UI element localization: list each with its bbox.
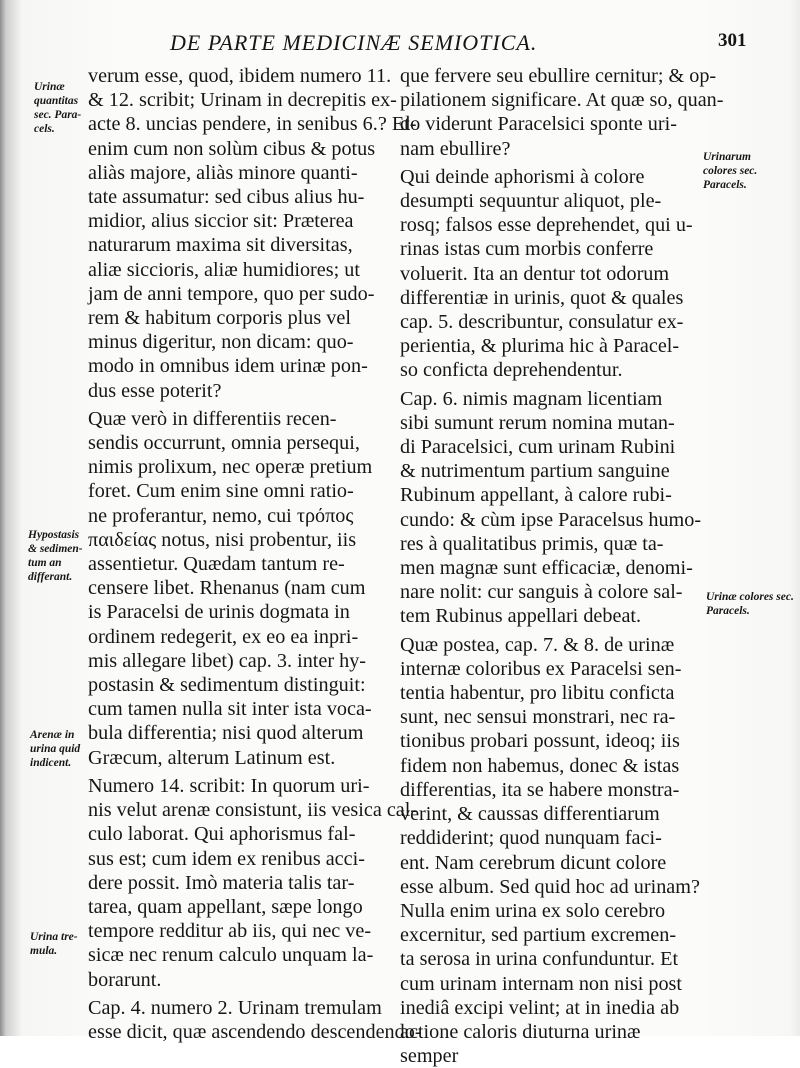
text-line: cum tamen nulla sit inter ista voca-: [88, 698, 372, 721]
text-line: modo in omnibus idem urinæ pon-: [88, 355, 368, 378]
text-line: reddiderint; quod nunquam faci-: [400, 827, 662, 850]
text-line: Quæ verò in differentiis recen-: [88, 407, 337, 430]
text-line: tionibus probari possunt, ideoq; iis: [400, 730, 680, 753]
text-line: verum esse, quod, ibidem numero 11.: [88, 65, 392, 87]
text-line: internæ coloribus ex Paracelsi sen-: [400, 657, 682, 680]
text-line: tate assumatur: sed cibus alius hu-: [88, 186, 365, 209]
text-line: ordinem redegerit, ex eo ea inpri-: [88, 625, 359, 648]
text-line: differentias, ita se habere monstra-: [400, 778, 680, 801]
text-line: borarunt.: [88, 968, 162, 991]
text-line: esse dicit, quæ ascendendo descendendo-: [88, 1020, 422, 1043]
text-line: pilationem significare. At quæ so, quan-: [400, 89, 724, 112]
text-line: dere possit. Imò materia talis tar-: [88, 871, 355, 894]
text-line: minus digeritur, non dicam: quo-: [88, 331, 354, 354]
text-line: di Paracelsici, cum urinam Rubini: [400, 436, 676, 459]
text-line: midior, alius siccior sit: Præterea: [88, 210, 354, 233]
text-line: rinas istas cum morbis conferre: [400, 238, 654, 261]
text-line: ent. Nam cerebrum dicunt colore: [400, 851, 667, 874]
text-line: culo laborat. Qui aphorismus fal-: [88, 823, 356, 846]
text-line: perientia, & plurima hic à Paracel-: [400, 335, 680, 358]
text-line: naturarum maxima sit diversitas,: [88, 234, 353, 257]
right-text-column: [400, 64, 724, 1068]
margin-note-urine-colors: Urinarum colores sec. Paracels.: [703, 151, 758, 191]
text-line: so conficta deprehendentur.: [400, 359, 623, 382]
text-line: voluerit. Ita an dentur tot odorum: [400, 262, 670, 285]
margin-note-sand-in-urine: Arenæ in urina quid indicent.: [30, 729, 81, 769]
text-line: assentietur. Quædam tantum re-: [88, 553, 345, 576]
margin-note-trembling-urine: Urina tre- mula.: [30, 931, 78, 957]
text-line: Qui deinde aphorismi à colore: [400, 165, 645, 188]
text-line: Numero 14. scribit: In quorum uri-: [88, 774, 370, 797]
text-line: Rubinum appellant, à calore rubi-: [400, 484, 672, 507]
text-line: tempore redditur ab iis, qui nec ve-: [88, 920, 372, 943]
text-line: desumpti sequuntur aliquot, ple-: [400, 190, 662, 213]
text-line: rosq; falsos esse deprehendet, qui u-: [400, 214, 693, 237]
text-line: verint, & caussas differentiarum: [400, 803, 660, 826]
text-line: Græcum, alterum Latinum est.: [88, 746, 336, 769]
text-line: Nulla enim urina ex solo cerebro: [400, 899, 666, 922]
text-line: esse album. Sed quid hoc ad urinam?: [400, 875, 700, 898]
running-header: DE PARTE MEDICINÆ SEMIOTICA.: [170, 30, 538, 55]
text-line: jam de anni tempore, quo per sudo-: [88, 282, 375, 305]
text-line: sus est; cum idem ex renibus acci-: [88, 847, 365, 870]
page-number: 301: [718, 30, 747, 51]
text-line: Cap. 6. nimis magnam licentiam: [400, 387, 663, 410]
text-line: mis allegare libet) cap. 3. inter hy-: [88, 649, 367, 672]
text-line: foret. Cum enim sine omni ratio-: [88, 480, 354, 503]
text-line: res à qualitatibus primis, quæ ta-: [400, 532, 664, 555]
margin-note-hypostasis: Hypostasis & sedimen- tum an differant.: [28, 529, 83, 583]
text-line: men magnæ sunt efficaciæ, denomi-: [400, 557, 693, 580]
text-line: cum urinam internam non nisi post: [400, 972, 683, 995]
text-line: fidem non habemus, donec & istas: [400, 754, 680, 777]
text-line: differentiæ in urinis, quot & quales: [400, 286, 684, 309]
text-line: cundo: & cùm ipse Paracelsus humo-: [400, 508, 702, 531]
text-line: bula differentia; nisi quod alterum: [88, 722, 364, 745]
text-line: nimis prolixum, nec operæ pretium: [88, 456, 373, 479]
text-line: sunt, nec sensui monstrari, nec ra-: [400, 706, 676, 729]
text-line: postasin & sedimentum distinguit:: [88, 674, 366, 697]
text-line: παιδείας notus, nisi probentur, iis: [88, 528, 357, 551]
text-line: aliæ siccioris, aliæ humidiores; ut: [88, 258, 360, 281]
margin-note-urine-quantity: Urinæ quantitas sec. Para- cels.: [34, 81, 82, 135]
text-line: nam ebullire?: [400, 137, 511, 160]
margin-note-urine-colors-parts: Urinæ colores sec. Paracels.: [706, 591, 794, 617]
text-line: aliàs majore, aliàs minore quanti-: [88, 161, 358, 184]
text-line: que fervere seu ebullire cernitur; & op-: [400, 65, 717, 87]
text-line: sicæ nec renum calculo unquam la-: [88, 944, 374, 967]
text-line: nare nolit: cur sanguis à colore sal-: [400, 581, 683, 604]
text-line: dus esse poterit?: [88, 379, 222, 402]
text-line: acte 8. uncias pendere, in senibus 6.? Et-: [88, 113, 417, 136]
text-line: tentia habentur, pro libitu conficta: [400, 682, 675, 705]
text-line: semper: [400, 1045, 459, 1068]
text-line: inediâ excipi velint; at in inedia ab: [400, 996, 680, 1019]
text-line: ne proferantur, nemo, cui τρόπος: [88, 504, 354, 527]
text-line: enim cum non solùm cibus & potus: [88, 137, 376, 160]
text-line: excernitur, sed partium excremen-: [400, 924, 677, 947]
text-line: Quæ postea, cap. 7. & 8. de urinæ: [400, 633, 675, 656]
text-line: & 12. scribit; Urinam in decrepitis ex-: [88, 89, 397, 112]
text-line: do viderunt Paracelsici sponte uri-: [400, 113, 677, 136]
text-line: actione caloris diuturna urinæ: [400, 1020, 641, 1043]
text-line: & nutrimentum partium sanguine: [400, 460, 670, 483]
text-line: tem Rubinus appellari debeat.: [400, 605, 642, 628]
text-line: nis velut arenæ consistunt, iis vesica cal-: [88, 799, 418, 822]
text-line: ta serosa in urina confunduntur. Et: [400, 948, 679, 971]
text-line: sibi sumunt rerum nomina mutan-: [400, 411, 675, 434]
text-line: censere libet. Rhenanus (nam cum: [88, 577, 366, 600]
text-line: cap. 5. describuntur, consulatur ex-: [400, 311, 684, 334]
text-line: Cap. 4. numero 2. Urinam tremulam: [88, 996, 382, 1019]
left-text-column: [88, 64, 422, 1044]
text-line: rem & habitum corporis plus vel: [88, 307, 351, 330]
text-line: tarea, quam appellant, sæpe longo: [88, 895, 363, 918]
text-line: is Paracelsi de urinis dogmata in: [88, 601, 350, 624]
text-line: sendis occurrunt, omnia persequi,: [88, 432, 360, 455]
